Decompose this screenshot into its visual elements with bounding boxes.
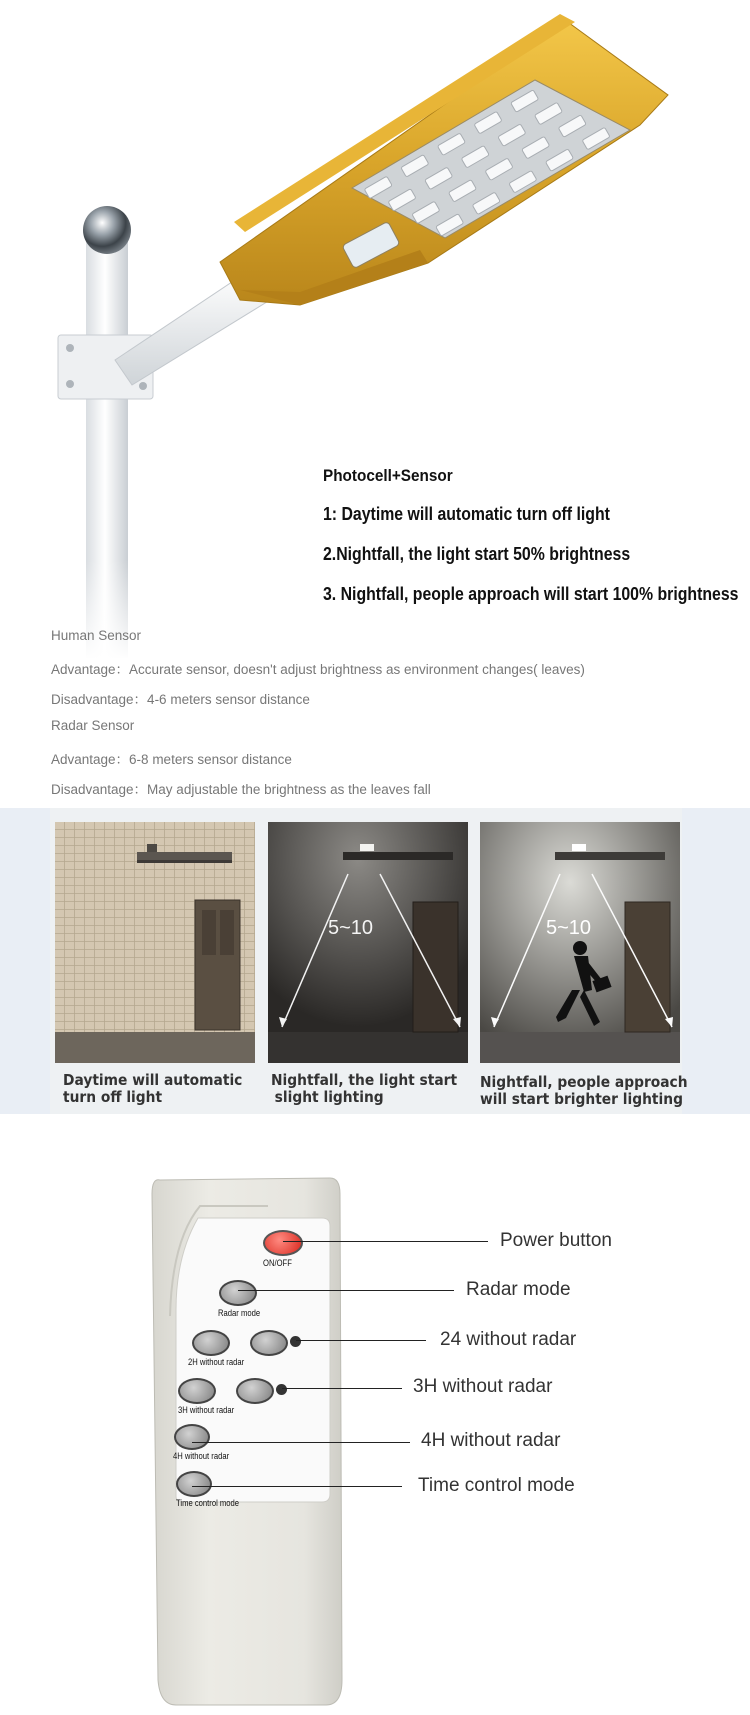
human-sensor-advantage: Advantage：Accurate sensor, doesn't adjust brightness as environment changes( leaves) <box>51 662 585 677</box>
caption-nightfall <box>271 1072 457 1106</box>
caption-approach <box>480 1074 688 1108</box>
pole-finial <box>83 206 131 254</box>
photocell-title: Photocell+Sensor <box>323 466 453 485</box>
human-sensor-disadvantage: Disadvantage：4-6 meters sensor distance <box>51 692 310 707</box>
human-sensor-title: Human Sensor <box>51 628 142 643</box>
leader-3h <box>282 1388 402 1389</box>
3h-alt-button[interactable] <box>236 1378 274 1404</box>
caption-daytime-line-1: Daytime will automatic <box>63 1071 243 1089</box>
nightfall-photo <box>268 822 468 1063</box>
photocell-line-2: 2.Nightfall, the light start 50% brightness <box>323 544 631 564</box>
radar-sensor-advantage: Advantage：6-8 meters sensor distance <box>51 752 292 767</box>
4h-caption: 4H without radar <box>173 1451 230 1461</box>
leader-power <box>283 1241 488 1242</box>
power-button[interactable] <box>263 1230 303 1256</box>
remote-control-illustration <box>0 1160 750 1715</box>
photocell-line-1: 1: Daytime will automatic turn off light <box>323 504 610 524</box>
leader-time <box>192 1486 402 1487</box>
24h-sign-icon <box>290 1336 301 1347</box>
leader-radar <box>238 1290 454 1291</box>
time-control-caption: Time control mode <box>176 1498 240 1508</box>
caption-approach-line-1: Nightfall, people approach <box>480 1073 688 1091</box>
caption-daytime-line-2: turn off light <box>63 1088 163 1106</box>
caption-nightfall-line-1: Nightfall, the light start <box>271 1071 458 1089</box>
radar-sensor-title: Radar Sensor <box>51 718 135 733</box>
photocell-line-3: 3. Nightfall, people approach will start 100% brightness <box>323 584 739 604</box>
4h-label: 4H without radar <box>421 1430 561 1451</box>
radar-mode-label: Radar mode <box>466 1279 571 1300</box>
radar-mode-caption: Radar mode <box>218 1308 261 1318</box>
distance-label-2: 5~10 <box>328 917 374 939</box>
radar-mode-button[interactable] <box>219 1280 257 1306</box>
2h-caption: 2H without radar <box>188 1357 245 1367</box>
caption-nightfall-line-2: slight lighting <box>274 1088 384 1106</box>
3h-sign-icon <box>276 1384 287 1395</box>
24h-button[interactable] <box>250 1330 288 1356</box>
caption-approach-line-2: will start brighter lighting <box>480 1090 683 1108</box>
time-control-button[interactable] <box>176 1471 212 1497</box>
4h-button[interactable] <box>174 1424 210 1450</box>
daytime-photo <box>55 822 255 1063</box>
caption-daytime <box>63 1072 242 1106</box>
distance-label-3: 5~10 <box>546 917 592 939</box>
power-button-label: Power button <box>500 1230 612 1251</box>
radar-sensor-disadvantage: Disadvantage：May adjustable the brightness as the leaves fall <box>51 782 431 797</box>
time-control-label: Time control mode <box>418 1475 575 1496</box>
onoff-caption: ON/OFF <box>263 1258 292 1268</box>
leader-4h <box>192 1442 410 1443</box>
leader-24h <box>296 1340 426 1341</box>
3h-caption: 3H without radar <box>178 1405 235 1415</box>
approach-photo <box>480 822 680 1063</box>
2h-button[interactable] <box>192 1330 230 1356</box>
24h-label: 24 without radar <box>440 1329 577 1350</box>
3h-button[interactable] <box>178 1378 216 1404</box>
3h-label: 3H without radar <box>413 1376 553 1397</box>
